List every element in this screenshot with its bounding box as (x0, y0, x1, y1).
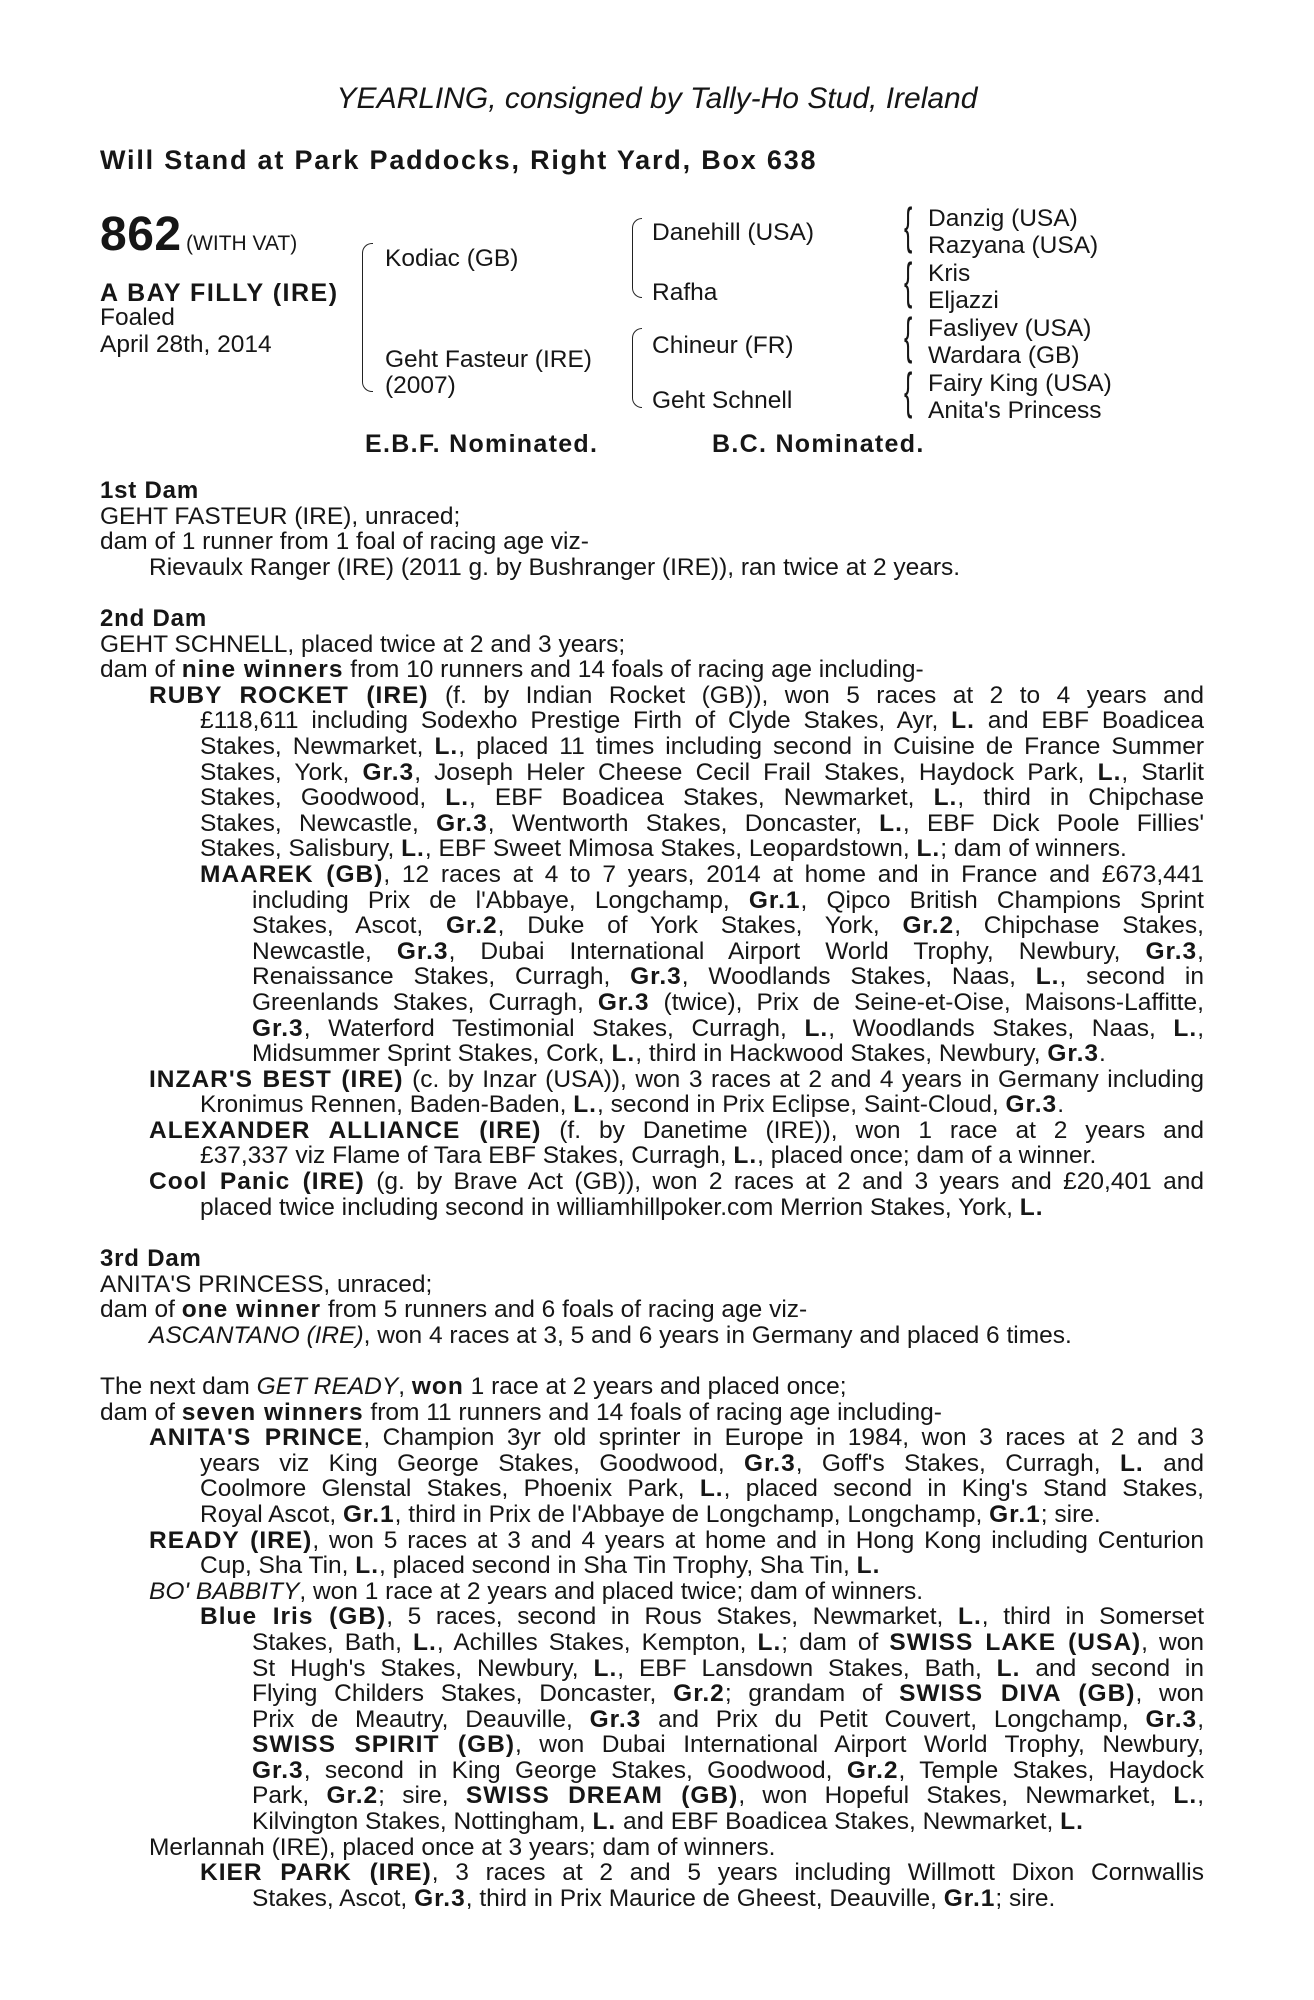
anitas-prince-line: Royal Ascot, Gr.1, third in Prix de l'Abbaye de Longchamp, Longchamp, Gr.1; sire. (200, 1500, 1101, 1528)
blue-iris-line: Park, Gr.2; sire, SWISS DREAM (GB), won Hopeful Stakes, Newmarket, L., (252, 1782, 1204, 1810)
third-dam-intro: ANITA'S PRINCESS, unraced; (100, 1270, 433, 1298)
sire-dam: Rafha (652, 279, 718, 306)
blue-iris-line: Stakes, Bath, L., Achilles Stakes, Kempton, L.; dam of SWISS LAKE (USA), won (252, 1628, 1204, 1656)
foaled-date: April 28th, 2014 (100, 331, 272, 358)
consignor-subtitle: YEARLING, consigned by Tally-Ho Stud, Ireland (336, 82, 978, 115)
maarek-line: Greenlands Stakes, Curragh, Gr.3 (twice), Prix de Seine-et-Oise, Maisons-Laffitte, (252, 988, 1204, 1016)
maarek-line: MAAREK (GB), 12 races at 4 to 7 years, 2014 at home and in France and £673,441 (200, 860, 1205, 888)
blue-iris-line: Flying Childers Stakes, Doncaster, Gr.2; grandam of SWISS DIVA (GB), won (252, 1680, 1204, 1708)
second-dam-intro: GEHT SCHNELL, placed twice at 2 and 3 years; (100, 630, 626, 658)
maarek-line: Renaissance Stakes, Curragh, Gr.3, Woodlands Stakes, Naas, L., second in (252, 963, 1204, 991)
great-grandparent: Danzig (USA) (928, 205, 1078, 232)
dam-sire: Chineur (FR) (652, 332, 794, 359)
second-dam-section (100, 606, 1204, 1220)
next-dam-produce-summary: dam of seven winners from 11 runners and 14 foals of racing age including- (100, 1398, 942, 1426)
first-dam-heading: 1st Dam (100, 477, 199, 504)
stand-location: Will Stand at Park Paddocks, Right Yard, Box 638 (100, 145, 818, 175)
anitas-prince-line: Coolmore Glenstal Stakes, Phoenix Park, L., placed second in King's Stand Stakes, (200, 1475, 1204, 1503)
ready-line: READY (IRE), won 5 races at 3 and 4 years at home and in Hong Kong including Centurion (149, 1526, 1204, 1554)
first-dam-line: Rievaulx Ranger (IRE) (2011 g. by Bushranger (IRE)), ran twice at 2 years. (149, 553, 961, 581)
ruby-rocket-line: £118,611 including Sodexho Prestige Firth of Clyde Stakes, Ayr, L. and EBF Boadicea (200, 707, 1204, 735)
blue-iris-line: SWISS SPIRIT (GB), won Dubai International Airport World Trophy, Newbury, (252, 1731, 1204, 1759)
maarek-line: Newcastle, Gr.3, Dubai International Airport World Trophy, Newbury, Gr.3, (252, 937, 1204, 965)
brace-4: { (904, 363, 913, 419)
second-dam-heading: 2nd Dam (100, 605, 207, 632)
first-dam-line: GEHT FASTEUR (IRE), unraced; (100, 502, 461, 530)
dam: Geht Fasteur (IRE) (385, 346, 592, 373)
maarek-line: Gr.3, Waterford Testimonial Stakes, Curragh, L., Woodlands Stakes, Naas, L., (252, 1014, 1205, 1042)
cool-panic-line: Cool Panic (IRE) (g. by Brave Act (GB)), won 2 races at 2 and 3 years and £20,401 and (149, 1168, 1204, 1196)
dam-dam: Geht Schnell (652, 387, 793, 414)
anitas-prince-name: ANITA'S PRINCE (149, 1424, 364, 1452)
great-grandparent: Kris (928, 260, 971, 287)
next-dam-intro: The next dam GET READY, won 1 race at 2 years and placed once; (100, 1372, 847, 1400)
ebf-nominated: E.B.F. Nominated. (365, 430, 599, 458)
sire-dam-brace (362, 243, 373, 392)
ascantano-name: ASCANTANO (IRE) (149, 1321, 364, 1349)
maarek-line: Midsummer Sprint Stakes, Cork, L., third in Hackwood Stakes, Newbury, Gr.3. (252, 1040, 1106, 1068)
great-grandparent: Razyana (USA) (928, 232, 1099, 259)
vat-note: (WITH VAT) (186, 232, 298, 255)
cool-panic-name: Cool Panic (IRE) (149, 1168, 365, 1196)
foaled-label: Foaled (100, 304, 175, 331)
ruby-rocket-line: RUBY ROCKET (IRE) (f. by Indian Rocket (GB)), won 5 races at 2 to 4 years and (149, 681, 1204, 709)
sire: Kodiac (GB) (385, 245, 519, 272)
third-dam-heading: 3rd Dam (100, 1245, 202, 1272)
kier-park-name: KIER PARK (IRE) (200, 1859, 432, 1887)
maarek-name: MAAREK (GB) (200, 860, 384, 888)
great-grandparent: Eljazzi (928, 287, 999, 314)
first-dam-section (100, 478, 1200, 580)
ascantano-line: ASCANTANO (IRE), won 4 races at 3, 5 and 6 years in Germany and placed 6 times. (149, 1321, 1072, 1349)
blue-iris-line: Prix de Meautry, Deauville, Gr.3 and Prix du Petit Couvert, Longchamp, Gr.3, (252, 1705, 1204, 1733)
blue-iris-name: Blue Iris (GB) (200, 1603, 387, 1631)
ruby-rocket-line: Stakes, Newmarket, L., placed 11 times including second in Cuisine de France Summer (200, 732, 1204, 760)
lot-number: 862 (100, 208, 182, 261)
ruby-rocket-line: Stakes, Newcastle, Gr.3, Wentworth Stakes, Doncaster, L., EBF Dick Poole Fillies' (200, 809, 1204, 837)
brace-2: { (904, 253, 913, 309)
sire-sire: Danehill (USA) (652, 219, 815, 246)
maarek-line: including Prix de l'Abbaye, Longchamp, Gr.1, Qipco British Champions Sprint (252, 886, 1204, 914)
third-dam-section (100, 1246, 1204, 1911)
dam-year: (2007) (385, 372, 456, 399)
third-dam-produce-summary: dam of one winner from 5 runners and 6 foals of racing age viz- (100, 1296, 808, 1324)
alexander-alliance-line: £37,337 viz Flame of Tara EBF Stakes, Curragh, L., placed once; dam of a winner. (200, 1142, 1097, 1170)
cool-panic-line: placed twice including second in williamhillpoker.com Merrion Stakes, York, L. (200, 1193, 1044, 1221)
great-grandparent: Fasliyev (USA) (928, 315, 1092, 342)
kier-park-line: Stakes, Ascot, Gr.3, third in Prix Maurice de Gheest, Deauville, Gr.1; sire. (252, 1884, 1056, 1912)
inzars-best-name: INZAR'S BEST (IRE) (149, 1065, 404, 1093)
ruby-rocket-line: Stakes, Goodwood, L., EBF Boadicea Stakes, Newmarket, L., third in Chipchase (200, 784, 1204, 812)
first-dam-line: dam of 1 runner from 1 foal of racing age viz- (100, 528, 589, 556)
great-grandparent: Wardara (GB) (928, 342, 1080, 369)
great-grandparent: Anita's Princess (928, 397, 1102, 424)
ruby-rocket-line: Stakes, Salisbury, L., EBF Sweet Mimosa Stakes, Leopardstown, L.; dam of winners. (200, 835, 1127, 863)
inzars-best-line: INZAR'S BEST (IRE) (c. by Inzar (USA)), won 3 races at 2 and 4 years in Germany including (149, 1065, 1204, 1093)
blue-iris-line: Blue Iris (GB), 5 races, second in Rous Stakes, Newmarket, L., third in Somerset (200, 1603, 1205, 1631)
inzars-best-line: Kronimus Rennen, Baden-Baden, L., second in Prix Eclipse, Saint-Cloud, Gr.3. (200, 1091, 1064, 1119)
alexander-alliance-name: ALEXANDER ALLIANCE (IRE) (149, 1116, 542, 1144)
bo-babbity-line: BO' BABBITY, won 1 race at 2 years and placed twice; dam of winners. (149, 1577, 924, 1605)
anitas-prince-line: years viz King George Stakes, Goodwood, Gr.3, Goff's Stakes, Curragh, L. and (200, 1449, 1204, 1477)
merlannah-line: Merlannah (IRE), placed once at 3 years; dam of winners. (149, 1833, 776, 1861)
second-dam-produce-summary: dam of nine winners from 10 runners and 14 foals of racing age including- (100, 656, 924, 684)
horse-name: A BAY FILLY (IRE) (100, 279, 339, 307)
blue-iris-line: St Hugh's Stakes, Newbury, L., EBF Lansdown Stakes, Bath, L. and second in (252, 1654, 1204, 1682)
lot-number-line (100, 207, 297, 262)
brace-1: { (904, 198, 913, 254)
great-grandparent: Fairy King (USA) (928, 370, 1112, 397)
blue-iris-line: Gr.3, second in King George Stakes, Goodwood, Gr.2, Temple Stakes, Haydock (252, 1756, 1204, 1784)
ready-line: Cup, Sha Tin, L., placed second in Sha Tin Trophy, Sha Tin, L. (200, 1552, 881, 1580)
dam-parents-brace (632, 328, 642, 408)
maarek-line: Stakes, Ascot, Gr.2, Duke of York Stakes, York, Gr.2, Chipchase Stakes, (252, 912, 1204, 940)
blue-iris-line: Kilvington Stakes, Nottingham, L. and EBF Boadicea Stakes, Newmarket, L. (252, 1808, 1084, 1836)
ruby-rocket-name: RUBY ROCKET (IRE) (149, 681, 429, 709)
ruby-rocket-line: Stakes, York, Gr.3, Joseph Heler Cheese Cecil Frail Stakes, Haydock Park, L., Starlit (200, 758, 1204, 786)
kier-park-line: KIER PARK (IRE), 3 races at 2 and 5 years including Willmott Dixon Cornwallis (200, 1859, 1204, 1887)
sire-parents-brace (632, 218, 642, 298)
brace-3: { (904, 308, 913, 364)
bo-babbity-name: BO' BABBITY (149, 1577, 300, 1605)
bc-nominated: B.C. Nominated. (712, 430, 925, 458)
ready-name: READY (IRE) (149, 1526, 313, 1554)
alexander-alliance-line: ALEXANDER ALLIANCE (IRE) (f. by Danetime (IRE)), won 1 race at 2 years and (149, 1116, 1204, 1144)
anitas-prince-line: ANITA'S PRINCE, Champion 3yr old sprinter in Europe in 1984, won 3 races at 2 and 3 (149, 1424, 1205, 1452)
